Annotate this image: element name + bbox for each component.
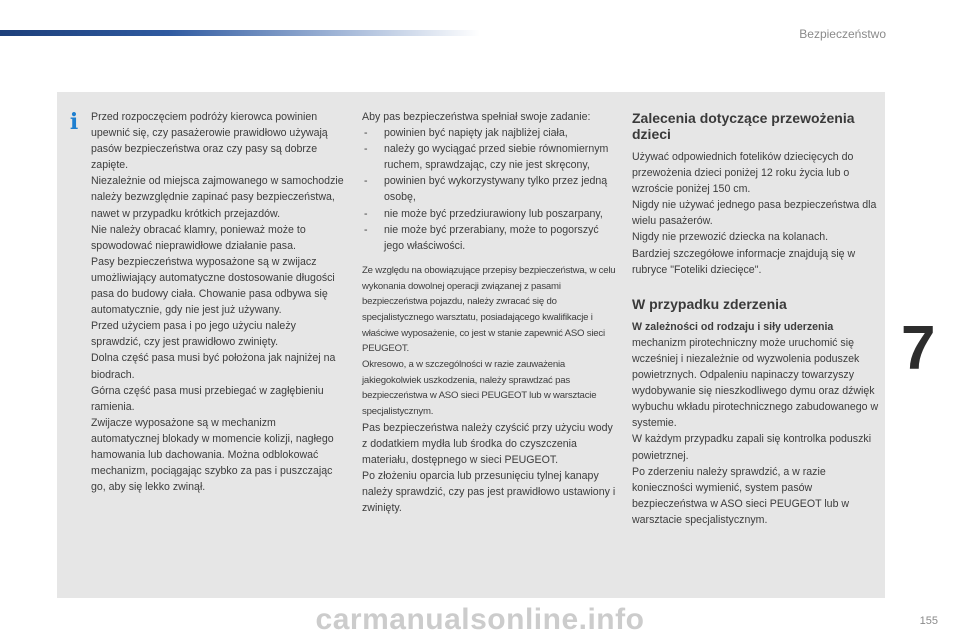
- chapter-number: 7: [901, 314, 936, 383]
- paragraph: Dolna część pasa musi być położona jak najniżej na biodrach.: [91, 352, 336, 381]
- watermark: carmanualsonline.info: [315, 603, 645, 636]
- column-right: [632, 110, 882, 528]
- paragraph: Niezależnie od miejsca zajmowanego w samochodzie należy bezwzględnie zapinać pasy bezpieczeństwa, nawet w przypadku krótkich przejazdów.: [91, 175, 344, 220]
- paragraph: Nigdy nie używać jednego pasa bezpieczeństwa dla wielu pasażerów.: [632, 199, 877, 228]
- paragraph: Nigdy nie przewozić dziecka na kolanach.: [632, 231, 829, 244]
- column-middle: [362, 109, 617, 516]
- paragraph: Używać odpowiednich fotelików dziecięcych do przewożenia dzieci poniżej 12 roku życia lub o wzroście poniżej 150 cm.: [632, 151, 854, 196]
- paragraph: Przed użyciem pasa i po jego użyciu należy sprawdzić, czy jest prawidłowo zwinięty.: [91, 320, 296, 349]
- heading-collision: W przypadku zderzenia: [632, 295, 787, 312]
- page-number: 155: [919, 615, 938, 627]
- info-icon: i: [69, 109, 79, 135]
- service-note: [362, 263, 617, 420]
- paragraph: Pas bezpieczeństwa należy czyścić przy użyciu wody z dodatkiem mydła lub środka do czyszczenia materiału, dostępnego w sieci PEUGEOT.: [362, 421, 613, 467]
- paragraph: Po zderzeniu należy sprawdzić, a w razie konieczności wymienić, system pasów bezpieczeństwa w ASO sieci PEUGEOT lub w warsztacie specjalistycznym.: [632, 465, 850, 526]
- paragraph: W każdym przypadku zapali się kontrolka poduszki powietrznej.: [632, 433, 872, 462]
- lead-text: mechanizm pirotechniczny może uruchomić się wcześniej i niezależnie od wyzwolenia poduszek powietrznych. Odpaleniu napinaczy towarzyszy wydobywanie się nieszkodliwego dymu oraz dźwięk wybuchu wkładu pirotechnicznego zabudowanego w systemie.: [632, 336, 879, 430]
- paragraph: Przed rozpoczęciem podróży kierowca powinien upewnić się, czy pasażerowie prawidłowo używają pasów bezpieczeństwa oraz czy pasy są dobrze zapięte.: [91, 111, 328, 172]
- list-intro: Aby pas bezpieczeństwa spełniał swoje zadanie:: [362, 111, 591, 123]
- paragraph: Nie należy obracać klamry, ponieważ może to spowodować nieprawidłowe działanie pasa.: [91, 223, 306, 252]
- paragraph: Po złożeniu oparcia lub przesunięciu tylnej kanapy należy sprawdzić, czy pas jest prawidłowo ustawiony i zwinięty.: [362, 470, 616, 515]
- section-title: Bezpieczeństwo: [799, 27, 886, 41]
- list-item: - nie może być przerabiany, może to pogorszyć jego właściwości.: [362, 222, 617, 254]
- requirements-list: [362, 125, 617, 254]
- column-left: [91, 109, 346, 495]
- paragraph: Zwijacze wyposażone są w mechanizm automatycznej blokady w momencie kolizji, nagłego hamowania lub dachowania. Można odblokować mechanizm, pociągając szybko za pas i puszczając go, aby się lekko zwinął.: [91, 416, 334, 494]
- paragraph: Górna część pasa musi przebiegać w zagłębieniu ramienia.: [91, 384, 324, 413]
- small-paragraph: Okresowo, a w szczególności w razie zauważenia jakiegokolwiek uszkodzenia, należy sprawdzać pas bezpieczeństwa w ASO sieci PEUGEOT lub w warsztacie specjalistycznym.: [362, 359, 597, 418]
- list-item: - należy go wyciągać przed siebie równomiernym ruchem, sprawdzając, czy nie jest skręcony,: [362, 141, 617, 173]
- list-item: - powinien być wykorzystywany tylko przez jedną osobę,: [362, 173, 617, 205]
- list-item: - nie może być przedziurawiony lub poszarpany,: [362, 206, 617, 222]
- paragraph: Pasy bezpieczeństwa wyposażone są w zwijacz umożliwiający automatyczne dostosowanie długości pasa do budowy ciała. Chowanie pasa odbywa się automatycznie, gdy nie jest już używany.: [91, 255, 335, 317]
- list-item: - powinien być napięty jak najbliżej ciała,: [362, 125, 617, 141]
- heading-child-transport: Zalecenia dotyczące przewożenia dzieci: [632, 110, 855, 142]
- paragraph: [632, 319, 882, 432]
- header-accent-bar: [0, 30, 480, 36]
- small-paragraph: Ze względu na obowiązujące przepisy bezpieczeństwa, w celu wykonania dowolnej operacji związanej z pasami bezpieczeństwa pojazdu, należy zwracać się do specjalistycznego warsztatu, posiadającego kwalifikacje i właściwe wyposażenie, co jest w stanie zapewnić ASO sieci PEUGEOT.: [362, 264, 616, 355]
- paragraph: Bardziej szczegółowe informacje znajdują się w rubryce "Foteliki dziecięce".: [632, 247, 856, 276]
- bold-lead: W zależności od rodzaju i siły uderzenia: [632, 320, 834, 333]
